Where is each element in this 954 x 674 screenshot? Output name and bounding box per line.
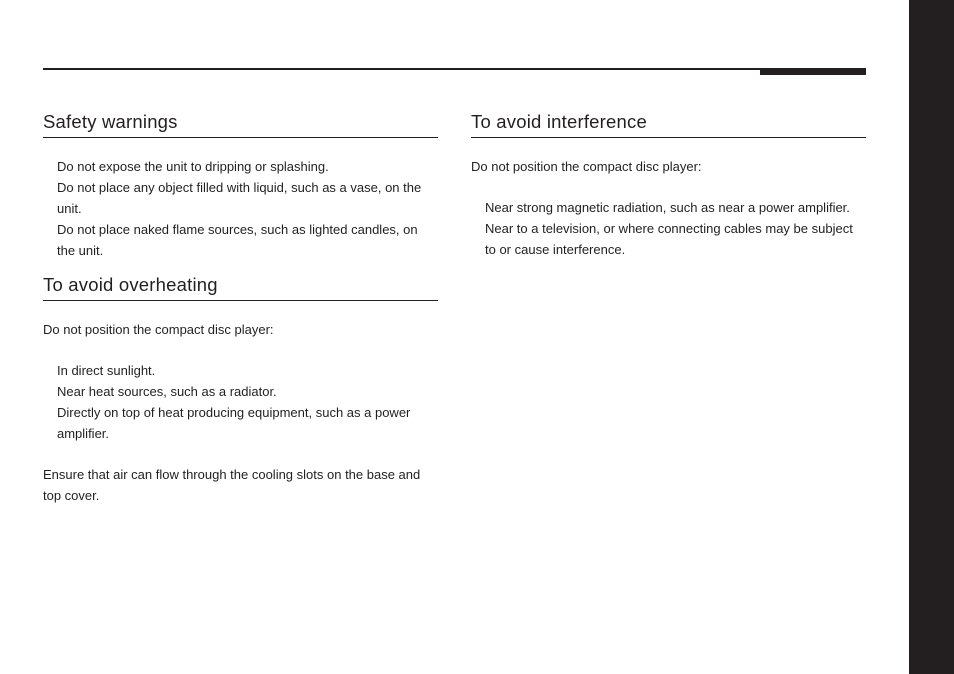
interference-body bbox=[471, 156, 866, 260]
list-item: Directly on top of heat producing equipment, such as a power amplifier. bbox=[57, 405, 411, 441]
right-column bbox=[471, 110, 866, 260]
overheating-note: Ensure that air can flow through the cooling slots on the base and top cover. bbox=[43, 467, 421, 503]
overheating-section bbox=[43, 273, 438, 506]
header-rule bbox=[43, 68, 866, 70]
overheating-intro: Do not position the compact disc player: bbox=[43, 322, 274, 337]
interference-heading: To avoid interference bbox=[471, 110, 866, 138]
list-item: Near heat sources, such as a radiator. bbox=[57, 384, 277, 399]
overheating-body bbox=[43, 319, 438, 506]
overheating-heading: To avoid overheating bbox=[43, 273, 438, 301]
safety-warnings-list bbox=[43, 156, 438, 261]
list-item: Near to a television, or where connecting cables may be subject to or cause interference. bbox=[485, 221, 853, 257]
list-item: Do not place naked flame sources, such as lighted candles, on the unit. bbox=[57, 222, 418, 258]
left-column bbox=[43, 110, 438, 506]
list-item: Near strong magnetic radiation, such as near a power amplifier. bbox=[485, 200, 850, 215]
safety-warnings-body bbox=[43, 156, 438, 261]
side-tab-band bbox=[909, 0, 954, 674]
list-item: Do not place any object filled with liquid, such as a vase, on the unit. bbox=[57, 180, 422, 216]
interference-intro: Do not position the compact disc player: bbox=[471, 159, 702, 174]
safety-warnings-section bbox=[43, 110, 438, 261]
safety-warnings-heading: Safety warnings bbox=[43, 110, 438, 138]
interference-list bbox=[471, 197, 866, 260]
list-item: In direct sunlight. bbox=[57, 363, 156, 378]
list-item: Do not expose the unit to dripping or splashing. bbox=[57, 159, 329, 174]
header-rule-tab bbox=[760, 68, 866, 75]
overheating-list bbox=[43, 360, 438, 444]
interference-section bbox=[471, 110, 866, 260]
